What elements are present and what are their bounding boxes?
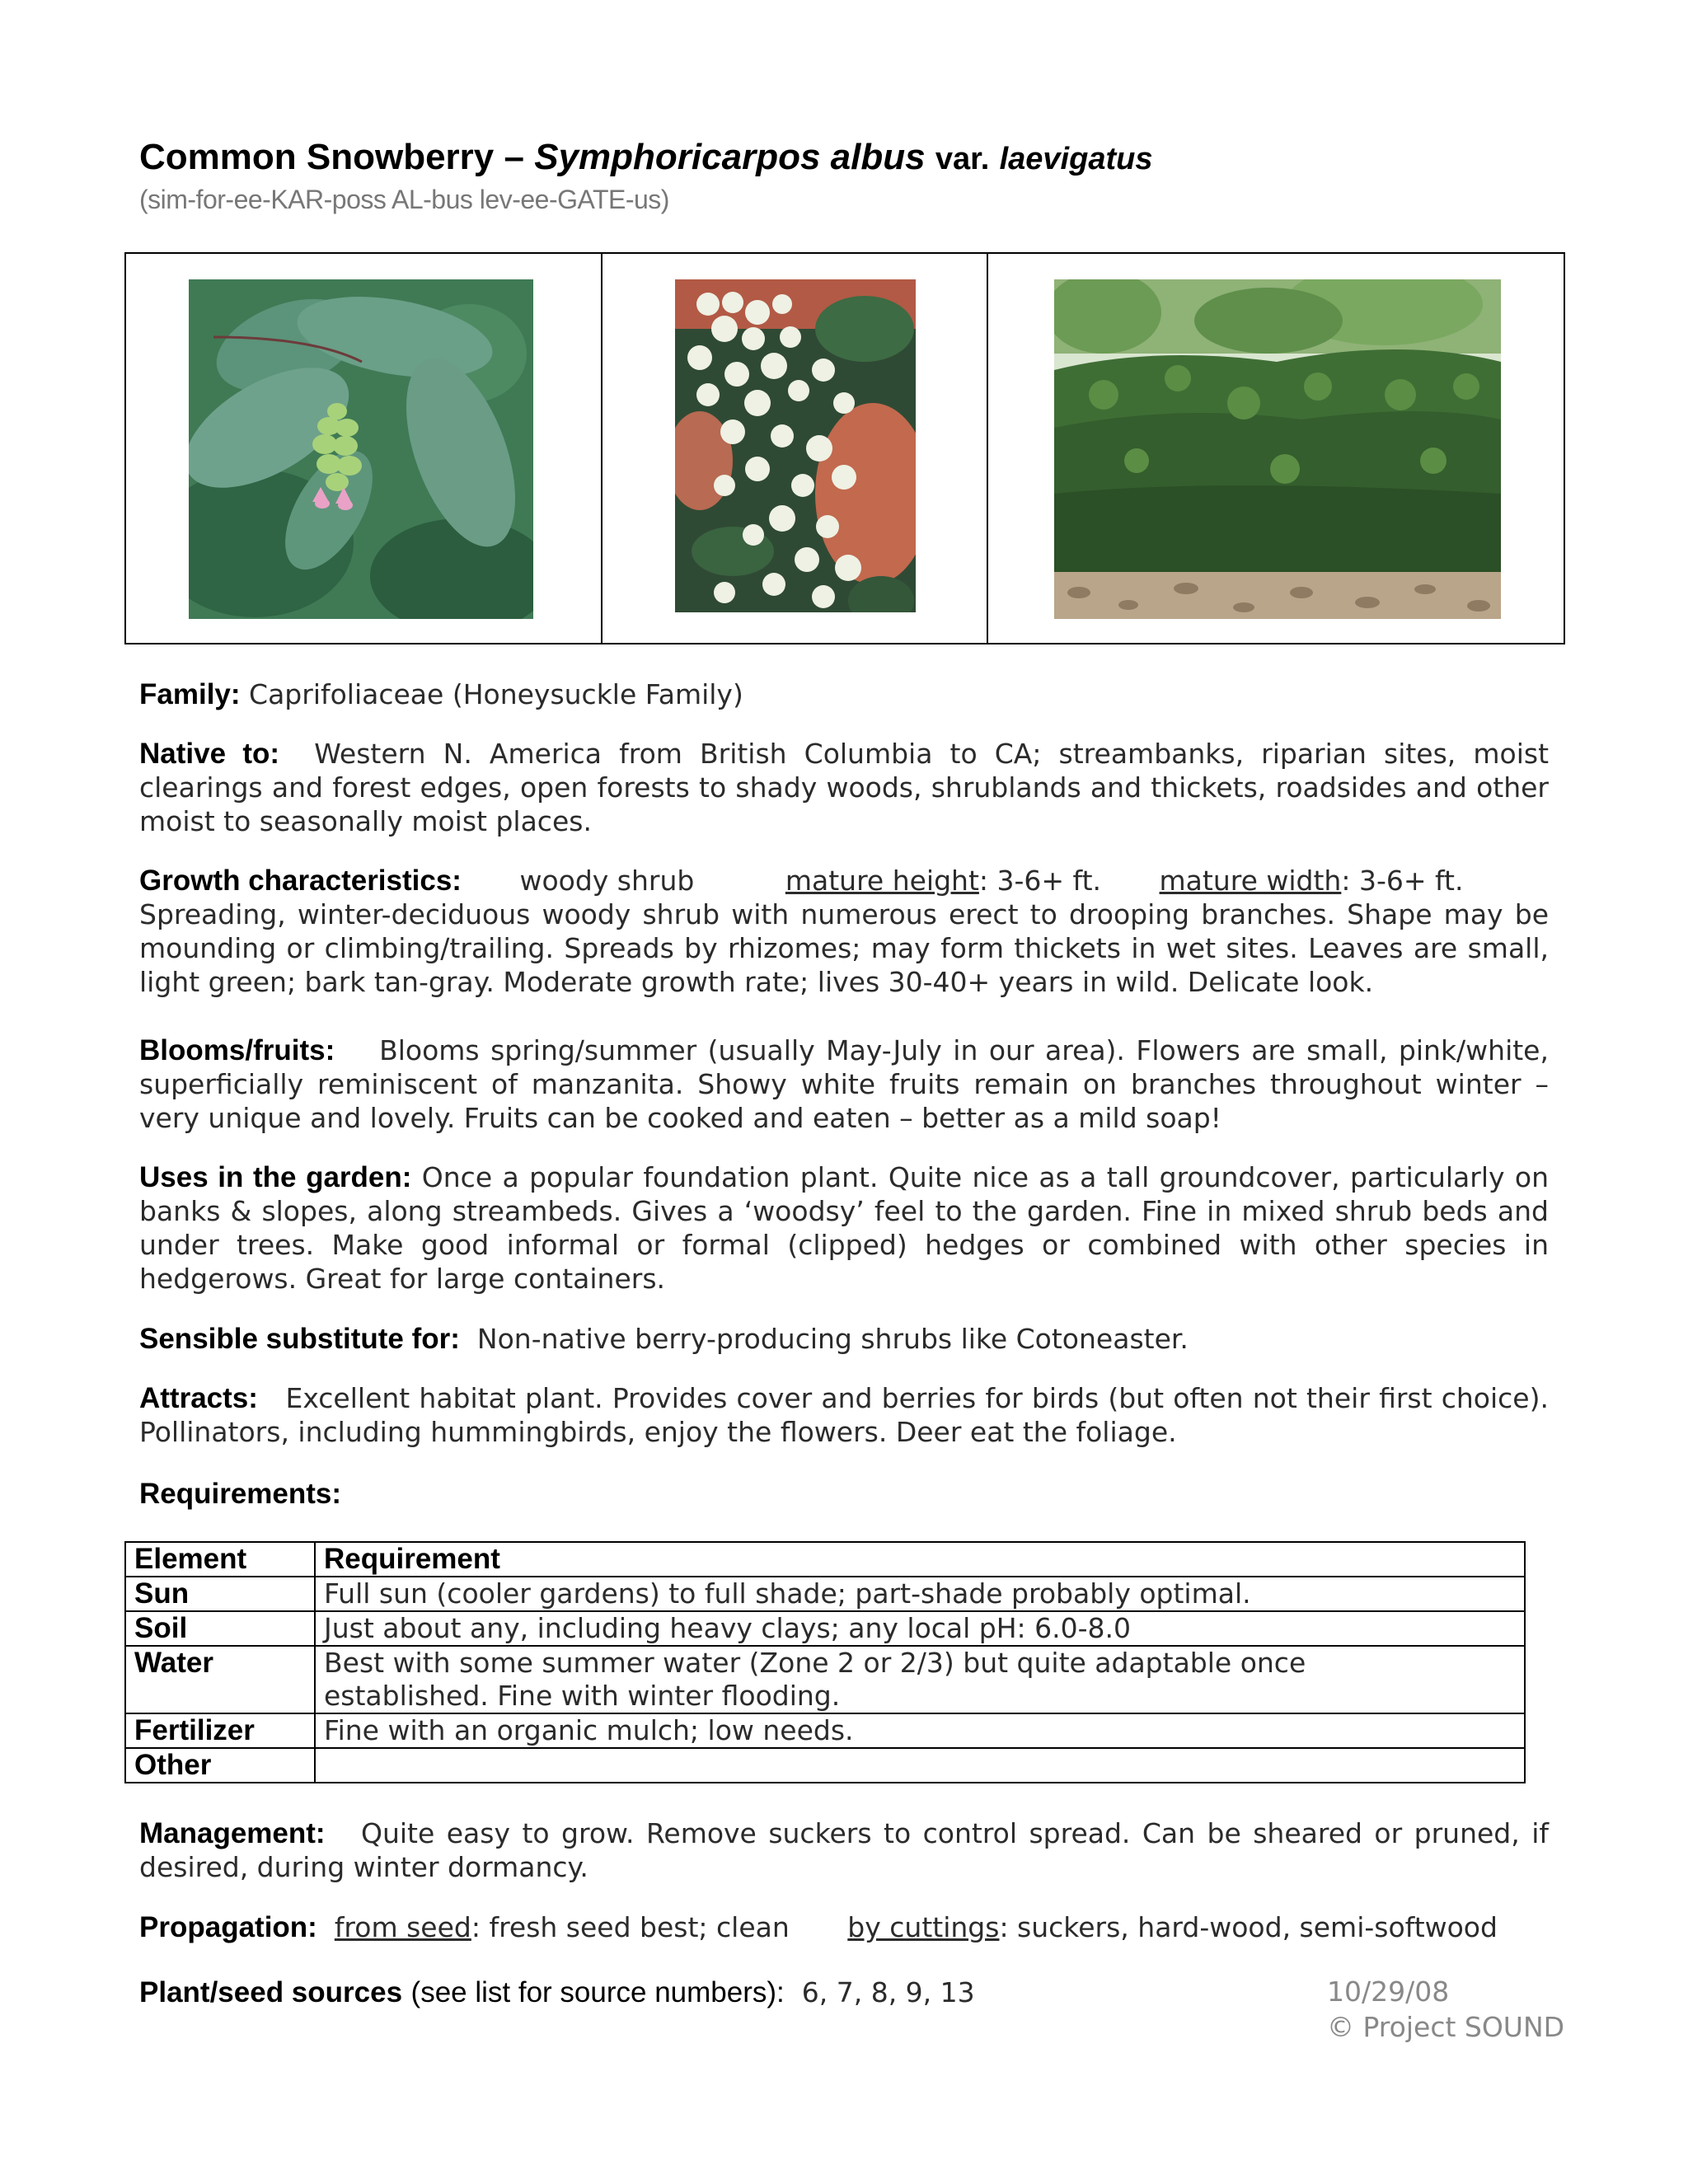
management-label: Management: <box>139 1817 326 1849</box>
header-requirement: Requirement <box>315 1542 1525 1577</box>
from-seed-text: : fresh seed best; clean <box>471 1911 790 1943</box>
white-berries-photo <box>675 279 916 612</box>
requirement-cell: Just about any, including heavy clays; any local pH: 6.0-8.0 <box>315 1611 1525 1646</box>
table-row <box>125 1646 1525 1713</box>
sources-note: (see list for source numbers): <box>410 1976 785 2008</box>
sources-label: Plant/seed sources <box>139 1976 403 2008</box>
var-label: var. <box>935 142 990 176</box>
family-label: Family: <box>139 678 241 710</box>
growth-text: Spreading, winter-deciduous woody shrub with numerous erect to drooping branches. Shape may be mounding or climbing/trailing. Spreads by rhizomes; may form thickets in wet sites. Leaves are small, light green; bark tan-gray. Moderate growth rate; lives 30-40+ years in wild. Delicate look. <box>139 898 1549 998</box>
native-label: Native to: <box>139 738 280 770</box>
from-seed-label: from seed <box>334 1911 471 1943</box>
table-row <box>125 1713 1525 1748</box>
variety-name: laevigatus <box>999 142 1153 176</box>
table-row <box>125 1748 1525 1783</box>
native-section <box>139 737 1549 838</box>
uses-section <box>139 1160 1549 1296</box>
growth-type: woody shrub <box>519 865 695 897</box>
header-element: Element <box>125 1542 315 1577</box>
family-section <box>139 677 1549 711</box>
element-cell: Soil <box>125 1611 315 1646</box>
requirements-table <box>124 1541 1526 1783</box>
photo-table <box>124 252 1565 644</box>
mature-width-label: mature width <box>1159 865 1342 897</box>
page-title <box>139 137 1152 178</box>
propagation-section <box>139 1910 1549 1944</box>
requirement-cell <box>315 1748 1525 1783</box>
element-cell: Other <box>125 1748 315 1783</box>
requirement-cell: Full sun (cooler gardens) to full shade; part-shade probably optimal. <box>315 1577 1525 1611</box>
element-cell: Water <box>125 1646 315 1713</box>
revision-date: 10/29/08 <box>1327 1975 1450 2008</box>
hedge-shrub-photo <box>1054 279 1501 619</box>
by-cuttings-text: : suckers, hard-wood, semi-softwood <box>999 1911 1498 1943</box>
requirements-section <box>139 1477 1549 1511</box>
management-text: Quite easy to grow. Remove suckers to control spread. Can be sheared or pruned, if desired, during winter dormancy. <box>139 1817 1549 1883</box>
requirement-cell: Best with some summer water (Zone 2 or 2/3) but quite adaptable once established. Fine with winter flooding. <box>315 1646 1525 1713</box>
attracts-text: Excellent habitat plant. Provides cover and berries for birds (but often not their first choice). Pollinators, including hummingbirds, enjoy the flowers. Deer eat the foliage. <box>139 1382 1549 1448</box>
leaves-and-flowers-photo <box>189 279 533 619</box>
requirement-cell: Fine with an organic mulch; low needs. <box>315 1713 1525 1748</box>
title-dash: – <box>504 137 524 177</box>
scientific-name: Symphoricarpos albus <box>534 137 926 177</box>
sources-numbers: 6, 7, 8, 9, 13 <box>801 1976 975 2008</box>
photo-cell-2 <box>601 254 987 643</box>
uses-text: Once a popular foundation plant. Quite nice as a tall groundcover, particularly on banks & slopes, along streambeds. Gives a ‘woodsy’ feel to the garden. Fine in mixed shrub beds and under trees. Make good informal or formal (clipped) hedges or combined with other species in hedgerows. Great for large containers. <box>139 1161 1549 1295</box>
pronunciation: (sim-for-ee-KAR-poss AL-bus lev-ee-GATE-us) <box>139 185 669 214</box>
table-row <box>125 1611 1525 1646</box>
blooms-label: Blooms/fruits: <box>139 1034 335 1066</box>
element-cell: Sun <box>125 1577 315 1611</box>
attracts-section <box>139 1381 1549 1449</box>
by-cuttings-label: by cuttings <box>847 1911 1000 1943</box>
sources-section <box>139 1975 1293 2009</box>
common-name: Common Snowberry <box>139 137 495 177</box>
attracts-label: Attracts: <box>139 1382 258 1414</box>
mature-height-label: mature height <box>785 865 979 897</box>
element-cell: Fertilizer <box>125 1713 315 1748</box>
substitute-label: Sensible substitute for: <box>139 1323 460 1355</box>
uses-label: Uses in the garden: <box>139 1161 412 1193</box>
substitute-text: Non-native berry-producing shrubs like Cotoneaster. <box>476 1323 1189 1355</box>
table-header-row <box>125 1542 1525 1577</box>
growth-section <box>139 864 1549 999</box>
blooms-section <box>139 1033 1549 1135</box>
photo-cell-1 <box>126 254 601 643</box>
photo-cell-3 <box>987 254 1564 643</box>
mature-height-value: : 3-6+ ft. <box>978 865 1102 897</box>
blooms-text: Blooms spring/summer (usually May-July in our area). Flowers are small, pink/white, superficially reminiscent of manzanita. Showy white fruits remain on branches throughout winter – very unique and lovely. Fruits can be cooked and eaten – better as a mild soap! <box>139 1034 1549 1134</box>
requirements-label: Requirements: <box>139 1478 342 1510</box>
growth-label: Growth characteristics: <box>139 865 462 897</box>
copyright: © Project SOUND <box>1327 2011 1565 2043</box>
mature-width-value: : 3-6+ ft. <box>1341 865 1464 897</box>
native-text: Western N. America from British Columbia to CA; streambanks, riparian sites, moist clearings and forest edges, open forests to shady woods, shrublands and thickets, roadsides and other moist to seasonally moist places. <box>139 738 1550 837</box>
management-section <box>139 1816 1549 1884</box>
family-text: Caprifoliaceae (Honeysuckle Family) <box>249 678 743 710</box>
propagation-label: Propagation: <box>139 1911 317 1943</box>
table-row <box>125 1577 1525 1611</box>
substitute-section <box>139 1322 1549 1356</box>
